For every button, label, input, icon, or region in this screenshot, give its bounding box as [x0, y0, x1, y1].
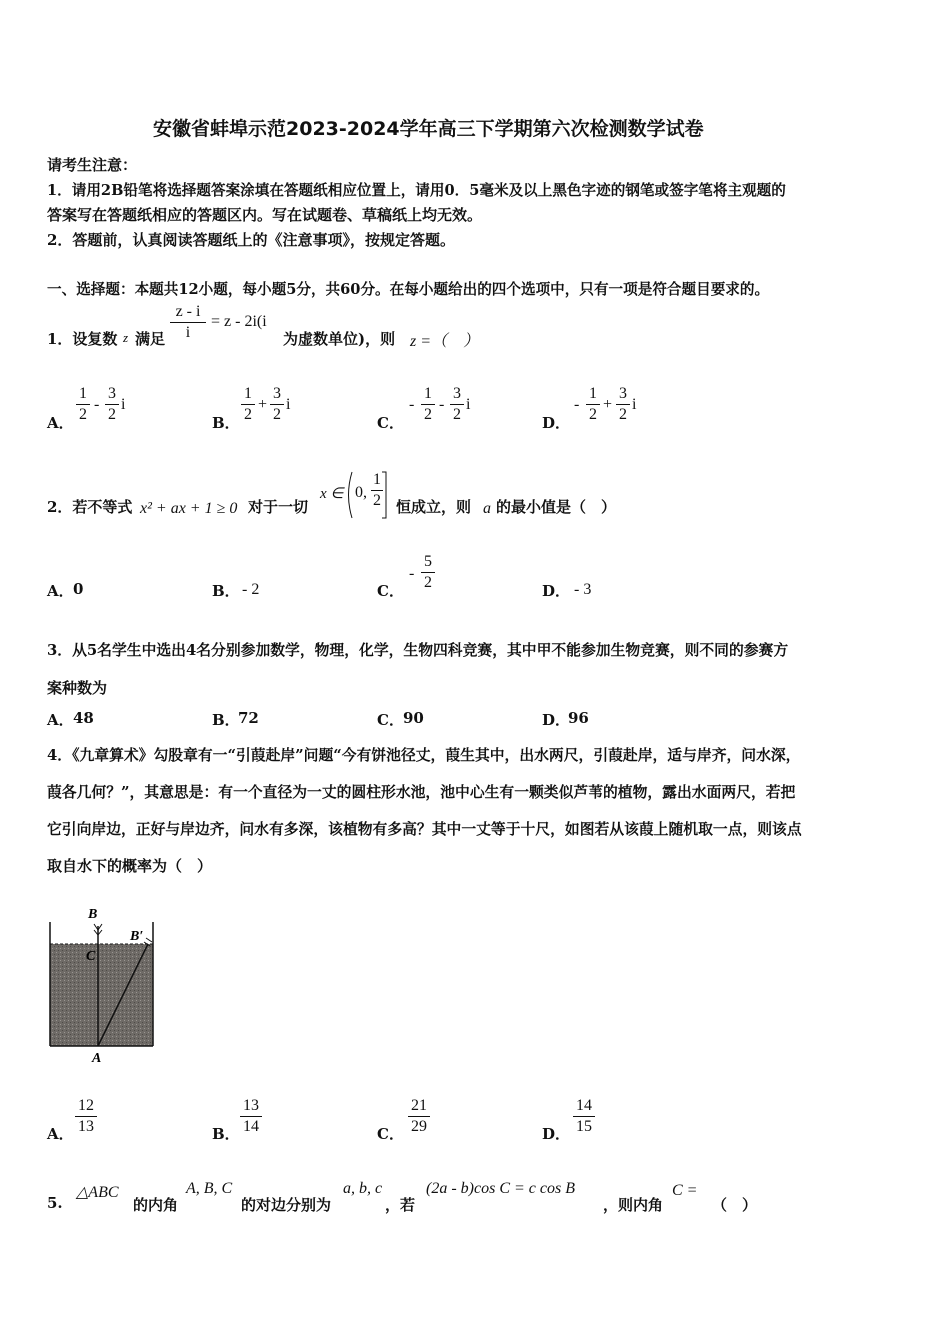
q4-line-4: 取自水下的概率为（ ）: [47, 857, 213, 875]
q3-line-1: 3．从5名学生中选出4名分别参加数学，物理，化学，生物四科竞赛，其中甲不能参加生物竞赛，则不同的参赛方: [47, 642, 789, 659]
q1-fraction: z - i i: [170, 303, 206, 342]
q1-mid: 满足: [135, 330, 166, 348]
q5-c-equals: C =: [672, 1182, 698, 1199]
q5-text-1: 的内角: [133, 1196, 179, 1214]
q5-condition: (2a - b)cos C = c cos B: [426, 1180, 575, 1197]
option-fraction: 1 2: [241, 385, 255, 424]
option-value: 96: [568, 709, 589, 727]
option-operator: -: [439, 396, 445, 413]
option-label: C．: [377, 414, 404, 432]
q1-equation: = z - 2i(i: [211, 313, 267, 330]
option-fraction: 13 14: [240, 1097, 262, 1136]
option-sign: -: [574, 396, 580, 413]
q5-angles: A, B, C: [186, 1180, 233, 1197]
q2-interval-brackets: [344, 470, 392, 520]
option-label: C．: [377, 1125, 404, 1143]
notice-line-2: 答案写在答题纸相应的答题区内。写在试题卷、草稿纸上均无效。: [47, 206, 483, 224]
option-value: 48: [73, 709, 94, 727]
option-label: D．: [542, 414, 571, 432]
option-operator: +: [603, 396, 613, 413]
option-label: B．: [212, 1125, 240, 1143]
option-value: - 2: [242, 581, 260, 598]
option-label: B．: [212, 582, 240, 600]
option-fraction: 3 2: [450, 385, 464, 424]
option-label: A．: [47, 711, 74, 729]
q4-line-3: 它引向岸边，正好与岸边齐，问水有多深，该植物有多高？其中一丈等于十尺，如图若从该葭上随机取一点，则该点: [47, 821, 802, 838]
q2-prefix: 2．若不等式: [47, 498, 133, 516]
option-imag-unit: i: [466, 396, 471, 413]
notice-line-3: 2．答题前，认真阅读答题纸上的《注意事项》，按规定答题。: [47, 231, 455, 249]
option-operator: -: [94, 396, 100, 413]
option-label: A．: [47, 414, 74, 432]
q4-pond-figure: [40, 900, 170, 1070]
q2-a: a: [483, 500, 491, 517]
q5-text-3: ，若: [385, 1196, 416, 1214]
option-imag-unit: i: [121, 396, 126, 413]
q2-interval-fraction: 1 2: [373, 471, 381, 509]
q5-tail: （ ）: [712, 1196, 758, 1214]
label-b-prime: B′: [130, 929, 144, 944]
option-label: A．: [47, 582, 74, 600]
section-heading: 一、选择题：本题共12小题，每小题5分，共60分。在每小题给出的四个选项中，只有一项是符合题目要求的。: [47, 281, 770, 298]
page-title: 安徽省蚌埠示范2023-2024学年高三下学期第六次检测数学试卷: [153, 118, 704, 140]
label-c: C: [86, 949, 96, 964]
q1-z: z: [123, 330, 129, 345]
option-label: C．: [377, 582, 404, 600]
q2-tail: 的最小值是（ ）: [496, 498, 617, 516]
q2-inequality: x² + ax + 1 ≥ 0: [140, 500, 238, 517]
q2-mid: 对于一切: [248, 498, 309, 516]
option-fraction: 3 2: [270, 385, 284, 424]
label-a: A: [92, 1051, 102, 1066]
q3-line-2: 案种数为: [47, 679, 108, 697]
option-fraction: 3 2: [105, 385, 119, 424]
option-fraction: 1 2: [586, 385, 600, 424]
option-imag-unit: i: [286, 396, 291, 413]
q2-x-in: x ∈: [320, 486, 344, 502]
option-value: 0: [73, 580, 84, 598]
q5-triangle: △ABC: [76, 1184, 119, 1201]
option-fraction: 12 13: [75, 1097, 97, 1136]
notice-line-1: 1．请用2B铅笔将选择题答案涂填在答题纸相应位置上，请用0．5毫米及以上黑色字迹的钢笔或签字笔将主观题的: [47, 182, 786, 199]
option-label: B．: [212, 711, 240, 729]
option-label: B．: [212, 414, 240, 432]
q2-interval-left: 0,: [355, 484, 367, 501]
label-b: B: [88, 907, 98, 922]
option-operator: +: [258, 396, 268, 413]
option-label: C．: [377, 711, 404, 729]
option-imag-unit: i: [632, 396, 637, 413]
option-value: 72: [238, 709, 259, 727]
q4-line-1: 4．《九章算术》勾股章有一“引葭赴岸”问题“今有饼池径丈，葭生其中，出水两尺，引葭赴岸，适与岸齐，问水深，: [47, 747, 801, 764]
option-fraction: 21 29: [408, 1097, 430, 1136]
q5-sides: a, b, c: [343, 1180, 383, 1197]
option-fraction: 1 2: [76, 385, 90, 424]
option-fraction: 14 15: [573, 1097, 595, 1136]
q1-tail: z =（ ）: [410, 333, 480, 350]
water-region: [50, 944, 153, 1046]
notice-heading: 请考生注意：: [47, 156, 138, 174]
option-fraction: 3 2: [616, 385, 630, 424]
q5-text-2: 的对边分别为: [241, 1196, 332, 1214]
q2-suffix: 恒成立，则: [396, 498, 472, 516]
q4-line-2: 葭各几何？”，其意思是：有一个直径为一丈的圆柱形水池，池中心生有一颗类似芦苇的植物，露出水面两尺，若把: [47, 784, 796, 801]
q5-text-4: ，则内角: [603, 1196, 664, 1214]
option-sign: -: [409, 565, 415, 582]
option-label: A．: [47, 1125, 74, 1143]
option-fraction: 1 2: [421, 385, 435, 424]
option-label: D．: [542, 711, 571, 729]
option-fraction: 5 2: [421, 553, 435, 592]
option-label: D．: [542, 582, 571, 600]
option-sign: -: [409, 396, 415, 413]
q5-prefix: 5.: [47, 1194, 63, 1212]
q1-suffix: 为虚数单位)，则: [283, 330, 396, 348]
q1-prefix: 1．设复数: [47, 330, 118, 348]
option-label: D．: [542, 1125, 571, 1143]
option-value: - 3: [574, 581, 592, 598]
option-value: 90: [403, 709, 424, 727]
